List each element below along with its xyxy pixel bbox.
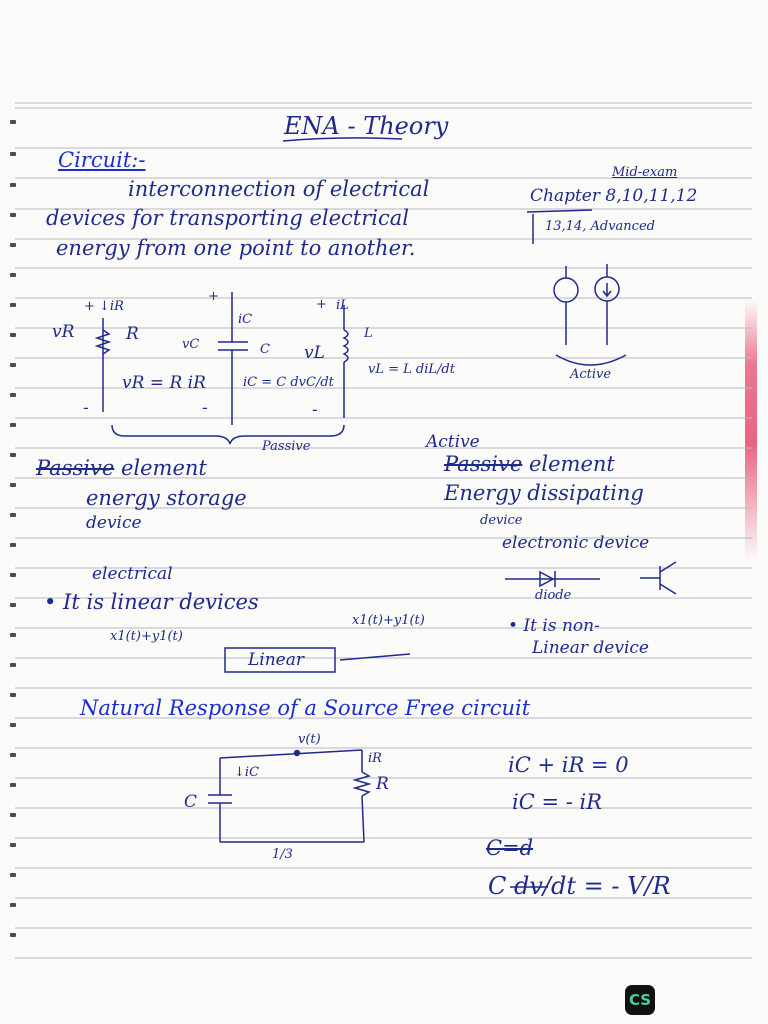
electronic-device-text: electronic device <box>502 533 650 553</box>
definition-line-2: devices for transporting electrical <box>46 206 409 230</box>
inductor-minus: - <box>312 400 318 420</box>
capacitor-equation: iC = C dvC/dt <box>243 375 334 390</box>
circuit-heading: Circuit:- <box>58 148 146 172</box>
linear-box-label: Linear <box>248 650 304 670</box>
active-over-label: Active <box>426 432 480 452</box>
resistor-equation: vR = R iR <box>122 373 206 393</box>
nr-capacitor-label: C <box>184 792 198 812</box>
diode-label: diode <box>535 588 572 603</box>
inductor-equation: vL = L diL/dt <box>368 362 455 377</box>
camscanner-badge: CS <box>625 985 655 1015</box>
capacitor-voltage: vC <box>182 337 200 352</box>
inductor-voltage: vL <box>304 343 325 363</box>
non-linear-text-2: Linear device <box>532 638 649 658</box>
passive-superposition: x1(t)+y1(t) <box>110 629 183 644</box>
active-element-title: Passive element <box>444 452 615 476</box>
mid-exam-label: Mid-exam <box>612 165 678 180</box>
passive-element-title: Passive element <box>36 456 207 480</box>
capacitor-label: C <box>260 342 270 357</box>
mid-exam-chapters-2: 13,14, Advanced <box>545 219 655 234</box>
passive-circuit-label: Passive <box>262 439 311 454</box>
resistor-plus-and-current: + ↓iR <box>84 299 124 314</box>
non-linear-text-1: • It is non- <box>508 616 600 636</box>
capacitor-current: iC <box>238 312 253 327</box>
active-superposition: x1(t)+y1(t) <box>352 613 425 628</box>
electrical-text: electrical <box>92 564 173 584</box>
struck-equation: C=d <box>486 836 534 860</box>
resistor-label: R <box>126 324 139 344</box>
active-sources-label: Active <box>570 367 612 382</box>
kcl-equation: iC + iR = 0 <box>508 753 629 777</box>
nr-resistor-current: iR <box>368 751 382 766</box>
linear-devices-text: • It is linear devices <box>44 590 259 614</box>
node-voltage-label: v(t) <box>298 732 321 747</box>
nr-capacitor-current: ↓iC <box>234 765 260 780</box>
device-text: device <box>86 513 142 533</box>
inductor-current: iL <box>336 298 349 313</box>
energy-dissipating-text: Energy dissipating <box>444 481 644 505</box>
page-title: ENA - Theory <box>284 112 449 140</box>
capacitor-plus: + <box>208 289 219 304</box>
inductor-label: L <box>364 326 373 341</box>
definition-line-1: interconnection of electrical <box>128 177 430 201</box>
active-device-text: device <box>480 513 523 528</box>
definition-line-3: energy from one point to another. <box>56 236 416 260</box>
energy-storage-text: energy storage <box>86 486 247 510</box>
capacitor-minus: - <box>202 398 208 418</box>
natural-response-heading: Natural Response of a Source Free circuit <box>80 696 531 720</box>
differential-equation: C dv/dt = - V/R <box>488 872 671 900</box>
nr-resistor-label: R <box>376 774 389 794</box>
mid-exam-chapters-1: Chapter 8,10,11,12 <box>530 186 698 206</box>
current-relation: iC = - iR <box>512 790 603 814</box>
resistor-minus: - <box>83 398 89 418</box>
inductor-plus: + <box>316 297 327 312</box>
resistor-voltage: vR <box>52 322 75 342</box>
nr-bottom-label: 1/3 <box>272 847 293 862</box>
